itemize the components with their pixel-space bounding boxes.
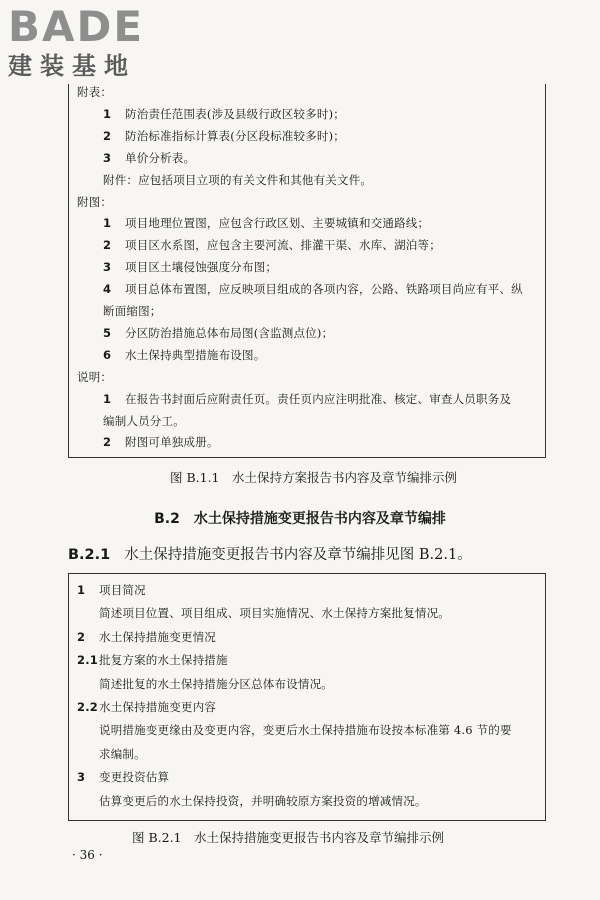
item-number: 6 bbox=[103, 347, 112, 362]
section-title: B.2 水土保持措施变更报告书内容及章节编排 bbox=[154, 511, 446, 527]
figure-b21-caption: 图 B.2.1 水土保持措施变更报告书内容及章节编排示例 bbox=[132, 830, 445, 845]
box1-line bbox=[103, 413, 185, 429]
item-text: 防治责任范围表(涉及县级行政区较多时)； bbox=[125, 106, 345, 121]
box1-line bbox=[77, 84, 112, 100]
box2-line bbox=[99, 793, 427, 809]
item-number: 2.2 bbox=[77, 700, 98, 714]
box2-line bbox=[99, 722, 512, 738]
item-number: 2 bbox=[77, 629, 86, 644]
item-number: 3 bbox=[103, 150, 112, 165]
item-text: 水土保持措施变更情况 bbox=[99, 629, 216, 644]
item-text: 求编制。 bbox=[99, 746, 146, 761]
box1-line bbox=[103, 128, 345, 144]
logo-word: BADE bbox=[8, 2, 145, 51]
item-text: 编制人员分工。 bbox=[103, 413, 185, 428]
item-text: 附表： bbox=[77, 85, 113, 99]
item-number: 4 bbox=[103, 282, 112, 297]
item-text: 简述批复的水土保持措施分区总体布设情况。 bbox=[99, 676, 333, 691]
box1-line bbox=[103, 150, 195, 166]
box1-line bbox=[103, 303, 162, 319]
item-number: 5 bbox=[103, 325, 112, 340]
item-number: 3 bbox=[77, 770, 86, 785]
bade-logo bbox=[8, 4, 178, 80]
item-text: 项目总体布置图，应反映项目组成的各项内容，公路、铁路项目尚应有平、纵 bbox=[125, 282, 523, 297]
item-number: 3 bbox=[103, 260, 112, 275]
item-text: 水土保持措施变更内容 bbox=[99, 700, 216, 714]
item-number: 2.1 bbox=[77, 653, 98, 668]
box2-line bbox=[99, 746, 146, 762]
item-text: 批复方案的水土保持措施 bbox=[99, 653, 228, 668]
logo-subtitle: 建装基地 bbox=[8, 52, 136, 80]
box2-line bbox=[77, 699, 216, 715]
item-text: 说明： bbox=[77, 369, 113, 384]
clause-b21 bbox=[68, 543, 472, 564]
item-number: 2 bbox=[103, 435, 112, 450]
item-number: 2 bbox=[103, 238, 112, 253]
box1-line bbox=[103, 106, 345, 122]
item-text: 断面缩图； bbox=[103, 304, 162, 318]
item-text: 项目区水系图，应包含主要河流、排灌干渠、水库、湖泊等； bbox=[125, 238, 441, 253]
item-text: 附图可单独成册。 bbox=[125, 435, 219, 450]
box2-line bbox=[99, 676, 333, 692]
item-number: 2 bbox=[103, 128, 112, 143]
item-text: 项目简况 bbox=[99, 583, 146, 597]
figure-b11-caption: 图 B.1.1 水土保持方案报告书内容及章节编排示例 bbox=[170, 470, 458, 485]
box1-line bbox=[103, 281, 523, 297]
item-text: 变更投资估算 bbox=[99, 770, 170, 785]
item-text: 附件：应包括项目立项的有关文件和其他有关文件。 bbox=[103, 172, 373, 187]
box1-line bbox=[103, 347, 265, 363]
page-number: · 36 · bbox=[72, 848, 103, 862]
item-text: 在报告书封面后应附责任页。责任页内应注明批准、核定、审查人员职务及 bbox=[125, 391, 512, 406]
item-number: 1 bbox=[103, 391, 112, 406]
item-text: 项目区土壤侵蚀强度分布图； bbox=[125, 260, 278, 275]
clause-text: 水土保持措施变更报告书内容及章节编排见图 B.2.1。 bbox=[124, 547, 472, 563]
item-number: 1 bbox=[103, 106, 112, 121]
figure-b21-box bbox=[68, 573, 546, 821]
box1-line bbox=[77, 369, 112, 385]
box1-line bbox=[103, 172, 372, 188]
figure-b11-box bbox=[68, 84, 546, 458]
item-text: 附图： bbox=[77, 194, 113, 209]
item-text: 单价分析表。 bbox=[125, 150, 196, 165]
box2-line bbox=[77, 629, 216, 645]
box2-line bbox=[77, 582, 146, 598]
item-text: 水土保持典型措施布设图。 bbox=[125, 347, 266, 362]
item-number: 1 bbox=[77, 583, 86, 597]
item-text: 说明措施变更缘由及变更内容，变更后水土保持措施布设按本标准第 4.6 节的要 bbox=[99, 723, 512, 738]
item-text: 项目地理位置图，应包含行政区划、主要城镇和交通路线； bbox=[125, 216, 430, 231]
box1-line bbox=[103, 391, 511, 407]
item-text: 分区防治措施总体布局图(含监测点位)； bbox=[125, 325, 334, 340]
box2-line bbox=[99, 605, 450, 621]
box1-line bbox=[103, 434, 219, 450]
box1-line bbox=[77, 194, 112, 210]
box1-line bbox=[103, 259, 277, 275]
item-text: 防治标准指标计算表(分区段标准较多时)； bbox=[125, 128, 345, 143]
box1-line bbox=[103, 325, 333, 341]
item-text: 估算变更后的水土保持投资，并明确较原方案投资的增减情况。 bbox=[99, 793, 427, 808]
box1-line bbox=[103, 237, 441, 253]
box1-line bbox=[103, 215, 429, 231]
item-text: 简述项目位置、项目组成、项目实施情况、水土保持方案批复情况。 bbox=[99, 606, 450, 621]
box2-line bbox=[77, 769, 169, 785]
item-number: 1 bbox=[103, 216, 112, 231]
box2-line bbox=[77, 652, 228, 668]
clause-number: B.2.1 bbox=[68, 547, 111, 563]
